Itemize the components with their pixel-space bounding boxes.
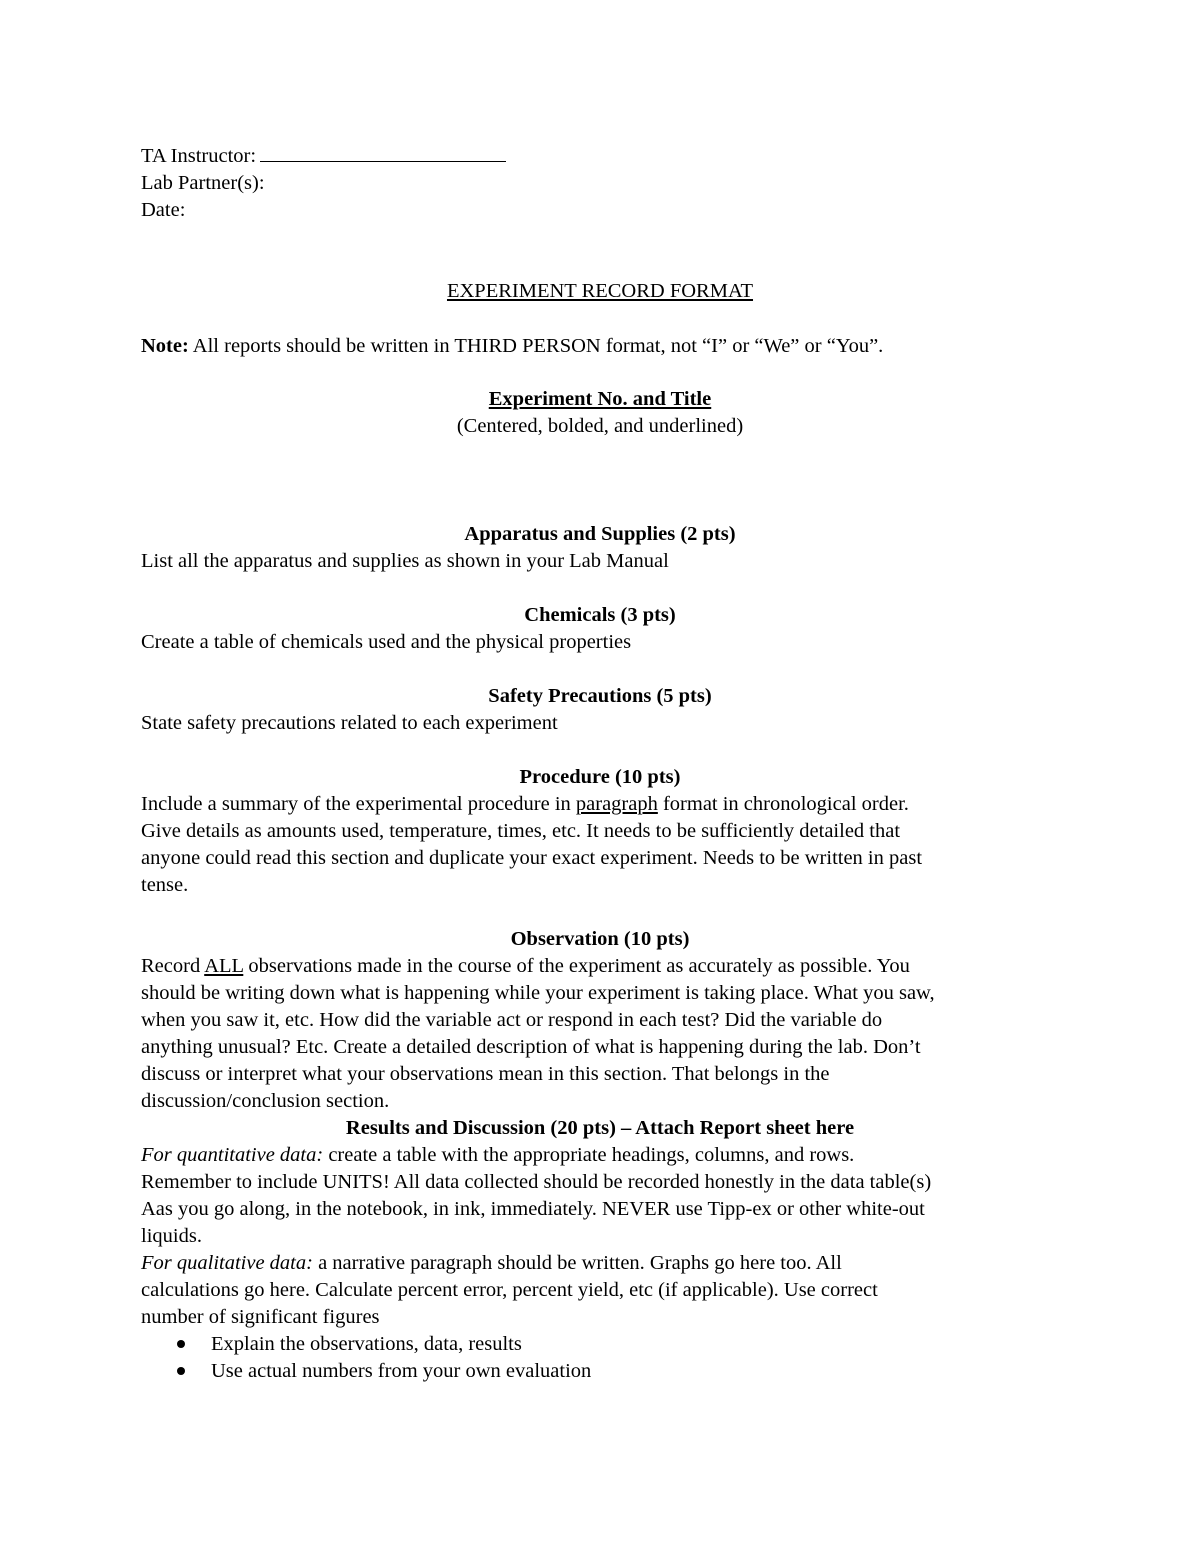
procedure-line-1	[141, 791, 1066, 818]
procedure-line-1-pre: Include a summary of the experimental procedure in	[141, 793, 576, 815]
list-item	[141, 1358, 1066, 1385]
lab-partners-label: Lab Partner(s):	[141, 172, 265, 194]
observation-heading: Observation (10 pts)	[510, 928, 690, 950]
observation-line-6: discussion/conclusion section.	[141, 1090, 390, 1112]
experiment-title-heading: Experiment No. and Title	[488, 388, 712, 410]
bullet-text: Use actual numbers from your own evaluation	[211, 1360, 592, 1382]
procedure-line-3: anyone could read this section and duplicate your exact experiment. Needs to be written in past	[141, 847, 923, 869]
note-text: All reports should be written in THIRD PERSON format, not “I” or “We” or “You”.	[188, 335, 884, 357]
observation-line-1-post: observations made in the course of the experiment as accurately as possible. You	[243, 955, 910, 977]
observation-line-3: when you saw it, etc. How did the variable act or respond in each test? Did the variable do	[141, 1009, 883, 1031]
procedure-line-2: Give details as amounts used, temperature, times, etc. It needs to be sufficiently detailed that	[141, 820, 901, 842]
note-label: Note:	[141, 335, 189, 357]
bullet-text: Explain the observations, data, results	[211, 1333, 522, 1355]
results-body	[141, 1142, 1066, 1385]
results-heading-block	[100, 1115, 1100, 1142]
procedure-underlined-word: paragraph	[575, 793, 658, 815]
apparatus-heading-block	[100, 521, 1100, 548]
observation-body	[141, 953, 1066, 1115]
results-heading: Results and Discussion (20 pts) – Attach Report sheet here	[345, 1117, 855, 1139]
observation-line-1-pre: Record	[141, 955, 205, 977]
list-item	[141, 1331, 1066, 1358]
procedure-line-4: tense.	[141, 874, 189, 896]
safety-body	[141, 710, 1066, 737]
procedure-heading: Procedure (10 pts)	[519, 766, 681, 788]
chemicals-heading: Chemicals (3 pts)	[524, 604, 676, 626]
observation-line-1	[141, 953, 1066, 980]
quantitative-line-3: Aas you go along, in the notebook, in ink, immediately. NEVER use Tipp-ex or other white-out	[141, 1198, 925, 1220]
chemicals-body	[141, 629, 1066, 656]
note-block	[141, 333, 1066, 360]
observation-line-2: should be writing down what is happening while your experiment is taking place. What you saw,	[141, 982, 935, 1004]
date-label: Date:	[141, 199, 186, 221]
chemicals-heading-block	[100, 602, 1100, 629]
procedure-body	[141, 791, 1066, 899]
safety-text: State safety precautions related to each experiment	[141, 712, 558, 734]
chemicals-text: Create a table of chemicals used and the physical properties	[141, 631, 632, 653]
apparatus-heading: Apparatus and Supplies (2 pts)	[464, 523, 736, 545]
quantitative-line-2: Remember to include UNITS! All data collected should be recorded honestly in the data table(s)	[141, 1171, 932, 1193]
qualitative-label: For qualitative data:	[141, 1252, 313, 1274]
ta-instructor-line	[141, 143, 1066, 170]
header-fields	[141, 143, 1066, 224]
safety-heading: Safety Precautions (5 pts)	[488, 685, 712, 707]
bullet-icon	[177, 1340, 185, 1348]
apparatus-text: List all the apparatus and supplies as shown in your Lab Manual	[141, 550, 669, 572]
ta-instructor-label: TA Instructor:	[141, 145, 257, 167]
observation-heading-block	[100, 926, 1100, 953]
qualitative-line-3: number of significant figures	[141, 1306, 380, 1328]
qualitative-line-2: calculations go here. Calculate percent error, percent yield, etc (if applicable). Use correct	[141, 1279, 878, 1301]
bullet-icon	[177, 1367, 185, 1375]
ta-instructor-blank	[260, 145, 506, 162]
observation-line-5: discuss or interpret what your observations mean in this section. That belongs in the	[141, 1063, 830, 1085]
quantitative-line-1-text: create a table with the appropriate headings, columns, and rows.	[323, 1144, 855, 1166]
apparatus-body	[141, 548, 1066, 575]
safety-heading-block	[100, 683, 1100, 710]
experiment-title-block	[100, 386, 1100, 440]
qualitative-line-1-text: a narrative paragraph should be written. Graphs go here too. All	[312, 1252, 842, 1274]
quantitative-label: For quantitative data:	[141, 1144, 324, 1166]
note-line	[141, 333, 1066, 360]
observation-underlined-word: ALL	[204, 955, 244, 977]
qualitative-line-1	[141, 1250, 1066, 1277]
procedure-heading-block	[100, 764, 1100, 791]
experiment-title-subtext: (Centered, bolded, and underlined)	[456, 415, 744, 437]
document-title-block	[100, 278, 1100, 305]
procedure-line-1-post: format in chronological order.	[657, 793, 909, 815]
results-bullet-list	[141, 1331, 1066, 1385]
quantitative-line-1	[141, 1142, 1066, 1169]
quantitative-line-4: liquids.	[141, 1225, 202, 1247]
observation-line-4: anything unusual? Etc. Create a detailed description of what is happening during the lab. Don’t	[141, 1036, 921, 1058]
document-title: EXPERIMENT RECORD FORMAT	[446, 280, 754, 302]
